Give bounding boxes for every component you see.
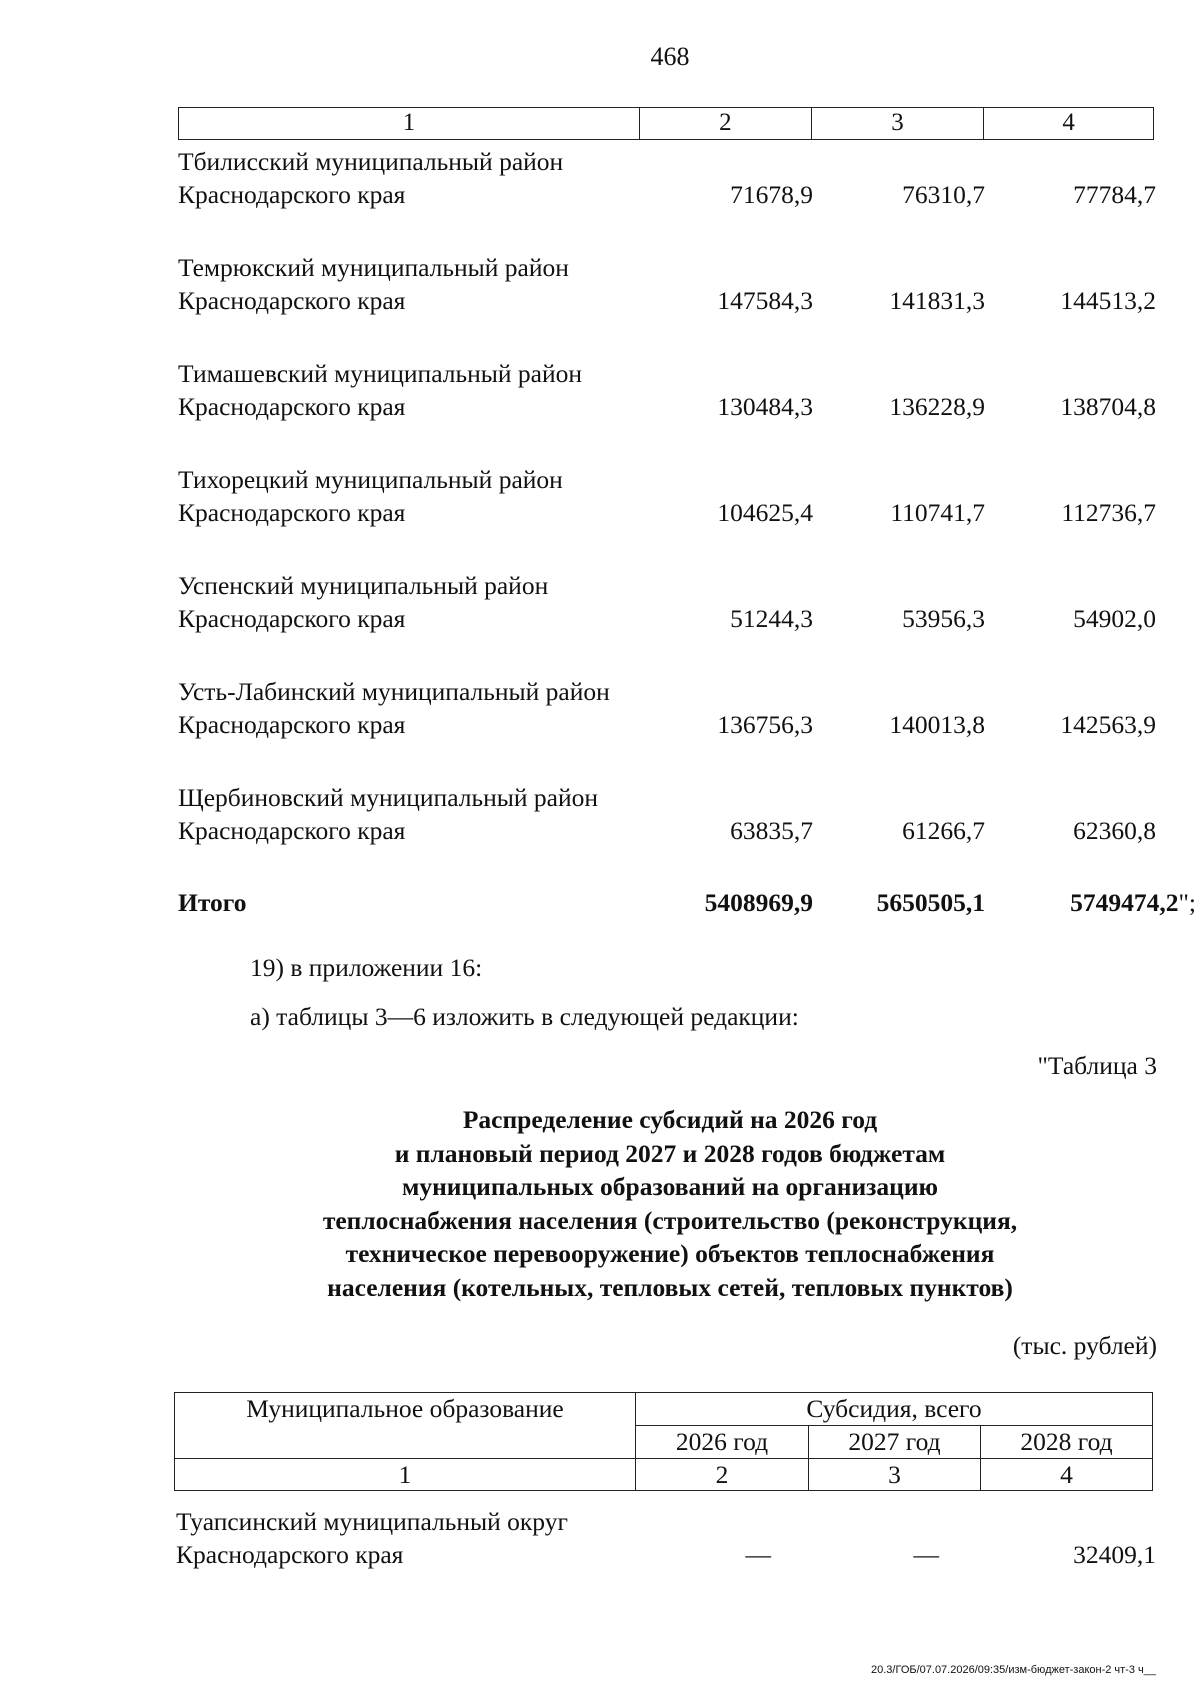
title-line: теплоснабжения населения (строительство (реконструкция, xyxy=(322,1205,1018,1235)
closing-quote: "; xyxy=(1178,888,1196,917)
value-2026: 104625,4 xyxy=(717,498,813,527)
value-2028: 32409,1 xyxy=(1073,1540,1156,1569)
col-number-4: 4 xyxy=(983,108,1153,139)
value-2026: 63835,7 xyxy=(730,816,813,845)
value-2028: 77784,7 xyxy=(1073,180,1156,209)
col-number-1: 1 xyxy=(402,109,416,136)
municipality-name: Тимашевский муниципальный район Краснодарского края xyxy=(178,359,583,421)
value-2028: 138704,8 xyxy=(1060,392,1156,421)
value-2026: 130484,3 xyxy=(717,392,813,421)
value-2027: 53956,3 xyxy=(902,604,985,633)
col-number-1: 1 xyxy=(175,1459,636,1491)
municipality-name: Усть-Лабинский муниципальный район Краснодарского края xyxy=(178,677,610,739)
col-number-2: 2 xyxy=(639,108,811,139)
total-2026: 5408969,9 xyxy=(704,888,813,917)
value-2026: 136756,3 xyxy=(717,710,813,739)
value-2028: 54902,0 xyxy=(1073,604,1156,633)
value-2026: — xyxy=(745,1540,771,1569)
value-2026: 51244,3 xyxy=(730,604,813,633)
title-line: муниципальных образований на организацию xyxy=(401,1172,939,1201)
municipality-name: Тихорецкий муниципальный район Краснодарского края xyxy=(178,465,563,527)
municipality-name: Темрюкский муниципальный район Краснодарского края xyxy=(178,253,569,315)
total-2028: 5749474,2 xyxy=(1070,888,1179,917)
table-label: "Таблица 3 xyxy=(1037,1051,1157,1080)
value-2028: 62360,8 xyxy=(1073,816,1156,845)
value-2027: — xyxy=(913,1540,939,1569)
document-footer: 20.3/ГОБ/07.07.2026/09:35/изм-бюджет-закон-2 чт-3 ч__ xyxy=(871,1664,1156,1676)
value-2027: 61266,7 xyxy=(902,816,985,845)
col-number-3: 3 xyxy=(811,108,984,139)
value-2027: 140013,8 xyxy=(889,710,985,739)
value-2027: 110741,7 xyxy=(890,498,985,527)
value-2028: 142563,9 xyxy=(1060,710,1156,739)
municipality-name: Успенский муниципальный район Краснодарского края xyxy=(178,571,549,633)
title-line: техническое перевооружение) объектов теплоснабжения xyxy=(345,1239,995,1268)
value-2028: 144513,2 xyxy=(1060,286,1156,315)
table-title xyxy=(180,1103,1160,1304)
col-header-municipality: Муниципальное образование xyxy=(175,1393,636,1459)
table2-header xyxy=(174,1392,1153,1491)
col-header-subsidy: Субсидия, всего xyxy=(636,1393,1153,1426)
paragraph-a: а) таблицы 3—6 изложить в следующей редакции: xyxy=(250,1002,799,1031)
col-number-4: 4 xyxy=(981,1459,1153,1491)
value-2027: 76310,7 xyxy=(902,180,985,209)
table1-column-numbers xyxy=(178,107,1154,140)
title-line: Распределение субсидий на 2026 год xyxy=(462,1105,878,1134)
col-number-3: 3 xyxy=(809,1459,981,1491)
total-2028-cell xyxy=(986,886,1196,919)
col-header-2027: 2027 год xyxy=(809,1426,981,1459)
total-2027: 5650505,1 xyxy=(876,888,985,917)
col-number-2: 2 xyxy=(636,1459,809,1491)
paragraph-19: 19) в приложении 16: xyxy=(250,953,483,982)
col-header-2026: 2026 год xyxy=(636,1426,809,1459)
municipality-name: Щербиновский муниципальный район Краснодарского края xyxy=(178,783,599,845)
municipality-name: Туапсинский муниципальный округ Краснодарского края xyxy=(176,1507,568,1569)
total-label: Итого xyxy=(178,888,247,917)
units-label: (тыс. рублей) xyxy=(1012,1331,1157,1360)
value-2028: 112736,7 xyxy=(1061,498,1156,527)
value-2027: 141831,3 xyxy=(889,286,985,315)
title-line: и плановый период 2027 и 2028 годов бюджетам xyxy=(394,1138,946,1168)
col-header-2028: 2028 год xyxy=(981,1426,1153,1459)
municipality-name: Тбилисский муниципальный район Краснодарского края xyxy=(178,147,564,209)
title-line: населения (котельных, тепловых сетей, тепловых пунктов) xyxy=(327,1272,1013,1302)
value-2027: 136228,9 xyxy=(889,392,985,421)
page-number: 468 xyxy=(650,42,690,71)
value-2026: 147584,3 xyxy=(717,286,813,315)
value-2026: 71678,9 xyxy=(730,180,813,209)
